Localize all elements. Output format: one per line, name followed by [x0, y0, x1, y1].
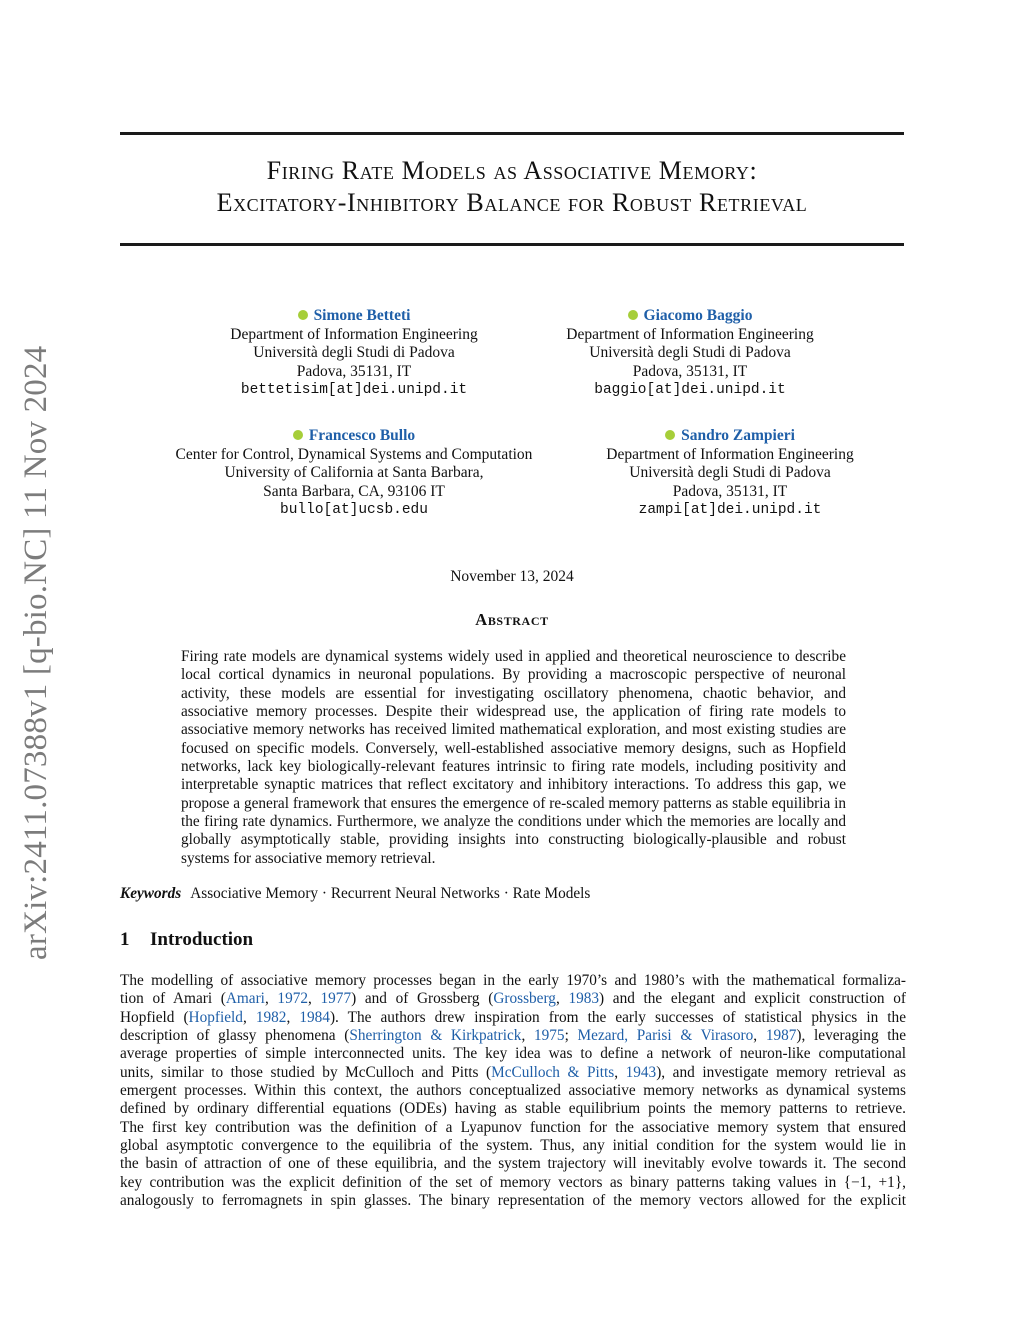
author-department: Department of Information Engineering	[606, 445, 854, 463]
intro-line: the basin of attraction of one of these equilibria, and the system trajectory will inevitably evolve towards it. The second	[120, 1155, 906, 1173]
author-email: baggio[at]dei.unipd.it	[594, 382, 786, 398]
intro-line: average properties of simple interconnected units. The key idea was to define a network of neuron-like computational	[120, 1045, 906, 1063]
intro-line: emergent processes. Within this context, the authors conceptualized associative memory networks as dynamical systems	[120, 1082, 906, 1100]
author-department: Center for Control, Dynamical Systems and Computation	[175, 445, 533, 463]
introduction-paragraph	[120, 972, 906, 1210]
keywords-text: Associative Memory · Recurrent Neural Networks · Rate Models	[190, 885, 591, 902]
citation-link[interactable]: 1977	[320, 990, 352, 1008]
intro-line: units, similar to those studied by McCulloch and Pitts (McCulloch & Pitts, 1943), and investigate memory retrieval as	[120, 1063, 906, 1081]
author-block	[500, 307, 880, 400]
intro-line: analogously to ferromagnets in spin glasses. The binary representation of the memory vectors allowed for the explicit	[120, 1192, 906, 1210]
author-email: bettetisim[at]dei.unipd.it	[240, 382, 468, 398]
intro-line: The modelling of associative memory processes began in the early 1970’s and 1980’s with the mathematical formaliza-	[120, 972, 906, 989]
intro-line: description of glassy phenomena (Sherrington & Kirkpatrick, 1975; Mezard, Parisi & Virasoro, 1987), leveraging the	[120, 1027, 906, 1045]
section-number: 1	[120, 929, 130, 950]
author-affiliation: Università degli Studi di Padova	[589, 344, 791, 361]
author-block	[154, 307, 554, 400]
author-name[interactable]: Sandro Zampieri	[681, 427, 795, 444]
author-address: Santa Barbara, CA, 93106 IT	[263, 482, 445, 500]
author-email: zampi[at]dei.unipd.it	[638, 502, 822, 518]
author-name[interactable]: Simone Betteti	[313, 307, 411, 324]
publication-date: November 13, 2024	[450, 568, 574, 585]
citation-link[interactable]: Mezard, Parisi & Virasoro	[577, 1027, 754, 1045]
orcid-icon[interactable]	[293, 430, 303, 440]
intro-line: defined by ordinary differential equations (ODEs) having as stable equilibrium points the memory patterns to retrieve.	[120, 1100, 906, 1118]
keywords-line	[120, 885, 590, 903]
paper-title-line1: Firing Rate Models as Associative Memory:	[266, 156, 758, 185]
citation-link[interactable]: Amari	[225, 990, 265, 1008]
citation-link[interactable]: 1975	[533, 1027, 565, 1045]
title-rule-bottom	[120, 243, 904, 246]
intro-line: key contribution was the explicit definition of the set of memory vectors as binary patterns taking values in {−1, +1},	[120, 1173, 906, 1191]
citation-link[interactable]: 1982	[255, 1008, 287, 1026]
intro-line: tion of Amari (Amari, 1972, 1977) and of Grossberg (Grossberg, 1983) and the elegant and explicit construction of	[120, 990, 906, 1008]
citation-link[interactable]: 1943	[625, 1063, 657, 1081]
author-address: Padova, 35131, IT	[296, 362, 412, 380]
paper-title-line2: Excitatory-Inhibitory Balance for Robust Retrieval	[216, 188, 808, 217]
citation-link[interactable]: Grossberg	[493, 990, 556, 1008]
abstract-text: Firing rate models are dynamical systems widely used in applied and theoretical neuroscience to describe local cortical dynamics in neuronal populations. By providing a macroscopic perspective of neuronal activity, these models are essential for investigating oscillatory phenomena, chaotic behavior, and associative memory processes. Despite their widespread use, the application of firing rate models to associative memory networks has received limited mathematical exploration, and most existing studies are focused on specific models. Conversely, well-established associative memory designs, such as Hopfield networks, lack key biologically-relevant features intrinsic to firing rate models, including positivity and interpretable synaptic matrices that reflect excitatory and inhibitory interactions. To address this gap, we propose a general framework that ensures the emergence of re-scaled memory patterns as stable equilibria in the firing rate dynamics. Furthermore, we analyze the conditions under which the memories are locally and globally asymptotically stable, providing insights into constructing biologically-plausible and robust systems for associative memory retrieval.	[181, 648, 846, 867]
section-title: Introduction	[150, 929, 254, 950]
citation-link[interactable]: 1983	[568, 990, 600, 1008]
citation-link[interactable]: Sherrington & Kirkpatrick	[349, 1027, 522, 1045]
title-rule-top	[120, 132, 904, 135]
author-block	[540, 427, 920, 520]
author-department: Department of Information Engineering	[566, 325, 814, 343]
author-name[interactable]: Francesco Bullo	[308, 427, 416, 444]
orcid-icon[interactable]	[665, 430, 675, 440]
intro-line: Hopfield (Hopfield, 1982, 1984). The authors drew inspiration from the early successes of statistical physics in the	[120, 1008, 906, 1026]
author-address: Padova, 35131, IT	[632, 362, 748, 380]
citation-link[interactable]: McCulloch & Pitts	[491, 1063, 615, 1081]
author-affiliation: University of California at Santa Barbara,	[224, 464, 484, 481]
author-block	[154, 427, 554, 520]
paper-title	[120, 155, 904, 219]
orcid-icon[interactable]	[628, 310, 638, 320]
citation-link[interactable]: 1972	[277, 990, 309, 1008]
section-heading	[120, 929, 253, 951]
citation-link[interactable]: 1984	[299, 1008, 330, 1026]
author-email: bullo[at]ucsb.edu	[280, 502, 428, 518]
citation-link[interactable]: 1987	[765, 1027, 797, 1045]
author-address: Padova, 35131, IT	[672, 482, 788, 500]
intro-line: global asymptotic convergence to the equilibria of the system. Thus, any initial condition for the system would lie in	[120, 1137, 906, 1155]
intro-line: The first key contribution was the definition of a Lyapunov function for the associative memory system that ensured	[120, 1118, 906, 1136]
author-affiliation: Università degli Studi di Padova	[253, 344, 455, 361]
orcid-icon[interactable]	[298, 310, 308, 320]
abstract-heading: Abstract	[475, 610, 549, 629]
author-department: Department of Information Engineering	[230, 325, 478, 343]
author-affiliation: Università degli Studi di Padova	[629, 464, 831, 481]
arxiv-identifier-stamp: arXiv:2411.07388v1 [q-bio.NC] 11 Nov 2024	[18, 345, 54, 960]
keywords-label: Keywords	[120, 885, 182, 902]
author-name[interactable]: Giacomo Baggio	[643, 307, 753, 324]
citation-link[interactable]: Hopfield	[188, 1008, 243, 1026]
